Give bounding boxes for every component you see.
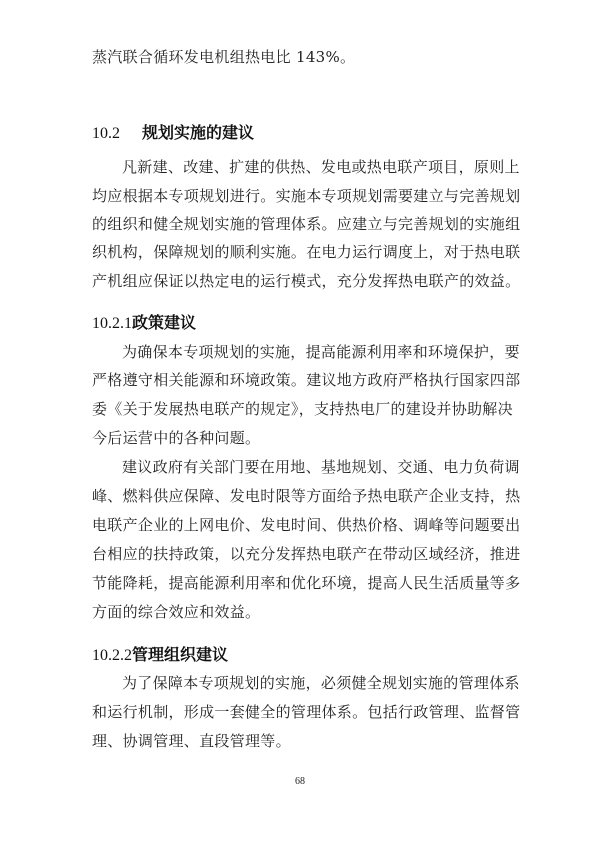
section-heading [92,119,254,148]
subsection-heading-policy [92,309,196,338]
text-line: 方面的综合效应和效益。 [92,603,261,621]
subsection-number: 10.2.2 [92,647,132,664]
text-line: 节能降耗，提高能源利用率和优化环境，提高人民生活质量等多 [92,574,521,592]
text-line: 产机组应保证以热定电的运行模式，充分发挥热电联产的效益。 [92,272,521,290]
section-title: 规划实施的建议 [142,123,255,142]
intro-line: 蒸汽联合循环发电机组热电比 143%。 [92,48,356,66]
text-line: 今后运营中的各种问题。 [92,429,261,447]
section-number: 10.2 [92,125,120,142]
page-number: 68 [295,776,305,787]
text-line: 理、协调管理、直段管理等。 [92,732,291,750]
text-line: 台相应的扶持政策，以充分发挥热电联产在带动区域经济，推进 [92,545,521,563]
text-line: 委《关于发展热电联产的规定》，支持热电厂的建设并协助解决 [92,400,513,418]
text-line: 为了保障本专项规划的实施，必须健全规划实施的管理体系 [122,674,520,692]
text-line: 严格遵守相关能源和环境政策。建议地方政府严格执行国家四部 [92,371,521,389]
text-line: 的组织和健全规划实施的管理体系。应建立与完善规划的实施组 [92,215,521,233]
text-line: 峰、燃料供应保障、发电时限等方面给予热电联产企业支持，热 [92,487,521,505]
subsection-heading-management [92,641,228,670]
subsection-title: 管理组织建议 [132,645,229,664]
text-line: 建议政府有关部门要在用地、基地规划、交通、电力负荷调 [122,458,520,476]
text-line: 凡新建、改建、扩建的供热、发电或热电联产项目，原则上 [122,158,520,176]
text-line: 均应根据本专项规划进行。实施本专项规划需要建立与完善规划 [92,187,521,205]
text-line: 和运行机制，形成一套健全的管理体系。包括行政管理、监督管 [92,703,521,721]
subsection-title: 政策建议 [132,313,197,332]
text-line: 织机构，保障规划的顺利实施。在电力运行调度上，对于热电联 [92,243,521,261]
subsection-number: 10.2.1 [92,315,132,332]
text-line: 为确保本专项规划的实施，提高能源利用率和环境保护，要 [122,343,520,361]
text-line: 电联产企业的上网电价、发电时间、供热价格、调峰等问题要出 [92,516,521,534]
